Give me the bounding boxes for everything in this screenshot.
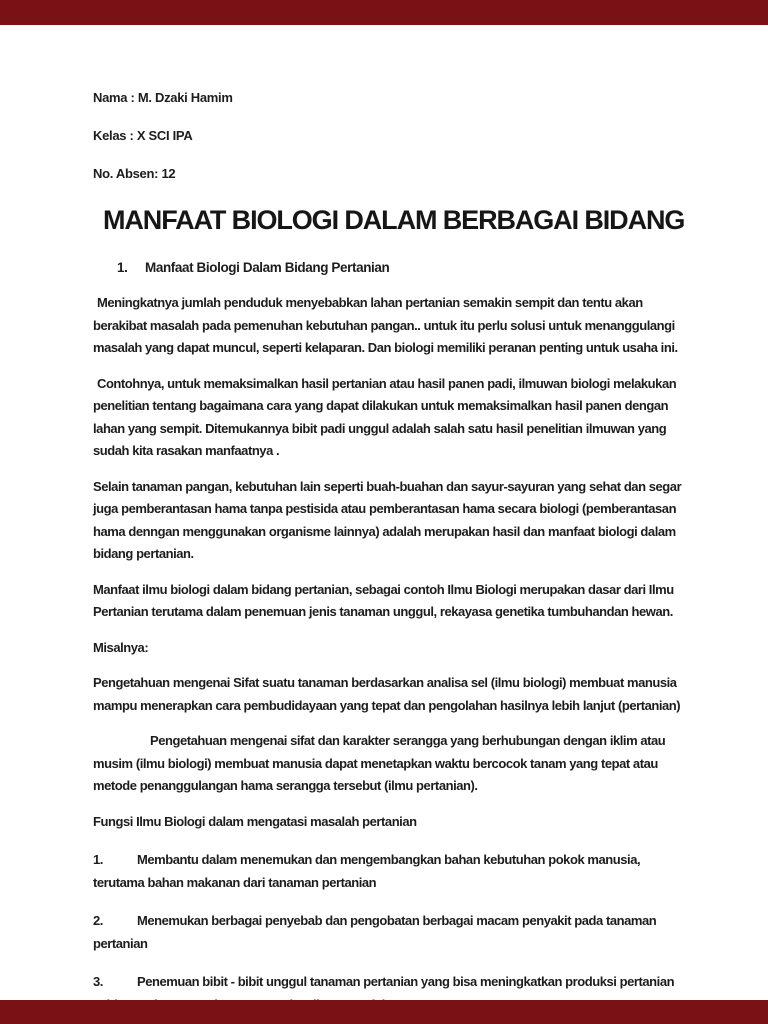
list-item-number: 2. <box>93 913 103 928</box>
list-item-text: Membantu dalam menemukan dan mengembangkan bahan kebutuhan pokok manusia, terutama bahan makanan dari tanaman pertanian <box>93 852 641 890</box>
student-class-line: Kelas : X SCI IPA <box>93 128 193 143</box>
section-heading-text: Manfaat Biologi Dalam Bidang Pertanian <box>145 260 390 275</box>
section-heading <box>117 260 684 276</box>
list-item-text: Penemuan bibit - bibit unggul tanaman pertanian yang bisa meningkatkan produksi pertanian <box>137 974 675 989</box>
paragraph: Selain tanaman pangan, kebutuhan lain seperti buah-buahan dan sayur-sayuran yang sehat dan segar juga pemberantasan hama tanpa pestisida atau pemberantasan hama secara biologi (pemberantasan hama denngan menggunakan organisme lainnya) adalah merupakan hasil dan manfaat biologi dalam bidang pertanian. <box>93 478 682 561</box>
list-item-number: 1. <box>93 852 103 867</box>
student-name-line: Nama : M. Dzaki Hamim <box>93 90 233 105</box>
page-content <box>93 0 684 1016</box>
example-paragraph: Pengetahuan mengenai sifat dan karakter serangga yang berhubungan dengan iklim atau musim (ilmu biologi) membuat manusia dapat menetapkan waktu bercocok tanam yang tepat atau metode penanggulangan hama serangga tersebut (ilmu pertanian). <box>93 733 666 793</box>
page-title: MANFAAT BIOLOGI DALAM BERBAGAI BIDANG <box>103 205 685 235</box>
paragraph: Manfaat ilmu biologi dalam bidang pertanian, sebagai contoh Ilmu Biologi merupakan dasar dari Ilmu Pertanian terutama dalam penemuan jenis tanaman unggul, rekayasa genetika tumbuhandan hewan. <box>93 581 674 619</box>
fungsi-heading: Fungsi Ilmu Biologi dalam mengatasi masalah pertanian <box>93 813 417 829</box>
list-item <box>93 910 684 955</box>
paragraph: Contohnya, untuk memaksimalkan hasil pertanian atau hasil panen padi, ilmuwan biologi melakukan penelitian tentang bagaimana cara yang dapat dilakukan untuk memaksimalkan hasil panen dengan lahan yang sempit. Ditemukannya bibit padi unggul adalah salah satu hasil penelitian ilmuwan yang sudah kita rasakan manfaatnya . <box>93 375 677 458</box>
list-item <box>93 849 684 894</box>
example-paragraph: Pengetahuan mengenai Sifat suatu tanaman berdasarkan analisa sel (ilmu biologi) membuat manusia mampu menerapkan cara pembudidayaan yang tepat dan pengolahan hasilnya lebih lanjut (pertanian) <box>93 675 681 713</box>
list-item-text: Menemukan berbagai penyebab dan pengobatan berbagai macam penyakit pada tanaman pertanian <box>93 913 657 951</box>
misalnya-label: Misalnya: <box>93 639 149 655</box>
list-item-number: 3. <box>93 974 103 989</box>
student-number-line: No. Absen: 12 <box>93 166 176 181</box>
bottom-border-bar <box>0 1000 768 1024</box>
paragraph: Meningkatnya jumlah penduduk menyebabkan lahan pertanian semakin sempit dan tentu akan berakibat masalah pada pemenuhan kebutuhan pangan.. untuk itu perlu solusi untuk menanggulangi masalah yang dapat muncul, seperti kelaparan. Dan biologi memiliki peranan penting untuk usaha ini. <box>93 295 678 355</box>
section-number: 1. <box>117 260 128 275</box>
